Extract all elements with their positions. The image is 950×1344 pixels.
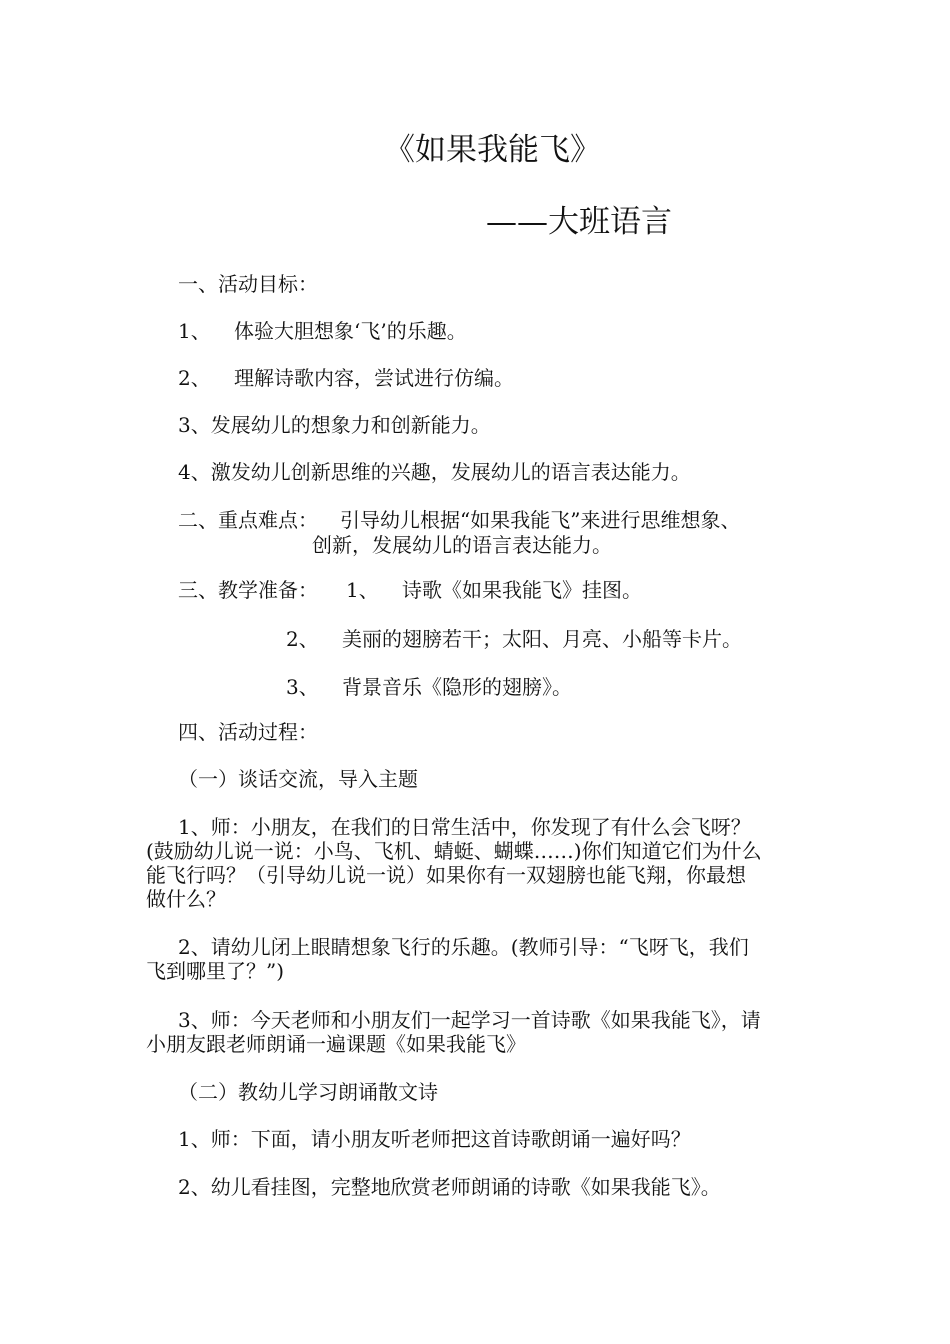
paragraph-line: 做什么？ (146, 887, 226, 911)
goal-text: 3、发展幼儿的想象力和创新能力。 (178, 413, 491, 437)
key-points-heading: 二、重点难点： (178, 508, 318, 532)
preparation-number: 3、 (286, 675, 319, 699)
process-part1-heading: （一）谈话交流，导入主题 (178, 767, 418, 791)
paragraph-line: 2、请幼儿闭上眼睛想象飞行的乐趣。(教师引导：“飞呀飞，我们 (178, 935, 749, 959)
goal-number: 1、 (178, 319, 211, 343)
key-points-text: 引导幼儿根据“如果我能飞”来进行思维想象、 (340, 508, 741, 532)
goal-number: 2、 (178, 366, 211, 390)
preparation-number: 2、 (286, 627, 319, 651)
process-heading: 四、活动过程： (178, 720, 318, 744)
paragraph-line: 1、师：小朋友，在我们的日常生活中，你发现了有什么会飞呀？ (178, 815, 751, 839)
goal-text: 4、激发幼儿创新思维的兴趣，发展幼儿的语言表达能力。 (178, 460, 691, 484)
preparation-number: 1、 (346, 578, 379, 602)
process-part2-heading: （二）教幼儿学习朗诵散文诗 (178, 1080, 438, 1104)
preparation-text: 美丽的翅膀若干；太阳、月亮、小船等卡片。 (342, 627, 742, 651)
paragraph (146, 935, 810, 983)
preparation-text: 背景音乐《隐形的翅膀》。 (342, 675, 572, 699)
key-points-text: 创新，发展幼儿的语言表达能力。 (312, 533, 612, 557)
document-title: 《如果我能飞》 (384, 132, 601, 168)
document-subtitle: ——大班语言 (486, 204, 672, 240)
paragraph-line: 1、师：下面，请小朋友听老师把这首诗歌朗诵一遍好吗？ (178, 1127, 691, 1151)
paragraph-line: 小朋友跟老师朗诵一遍课题《如果我能飞》 (146, 1032, 526, 1056)
paragraph (146, 815, 810, 911)
preparation-text: 诗歌《如果我能飞》挂图。 (402, 578, 642, 602)
paragraph-line: 3、师：今天老师和小朋友们一起学习一首诗歌《如果我能飞》，请 (178, 1008, 761, 1032)
paragraph-line: (鼓励幼儿说一说：小鸟、飞机、蜻蜓、蝴蝶……)你们知道它们为什么 (146, 839, 762, 863)
goal-text: 体验大胆想象‘飞’的乐趣。 (234, 319, 467, 343)
preparation-heading: 三、教学准备： (178, 578, 318, 602)
goals-heading: 一、活动目标： (178, 272, 318, 296)
goal-text: 理解诗歌内容，尝试进行仿编。 (234, 366, 514, 390)
paragraph-line: 飞到哪里了？”) (146, 959, 285, 983)
paragraph-line: 能飞行吗？（引导幼儿说一说）如果你有一双翅膀也能飞翔，你最想 (146, 863, 746, 887)
paragraph (146, 1008, 810, 1056)
paragraph-line: 2、幼儿看挂图，完整地欣赏老师朗诵的诗歌《如果我能飞》。 (178, 1175, 721, 1199)
